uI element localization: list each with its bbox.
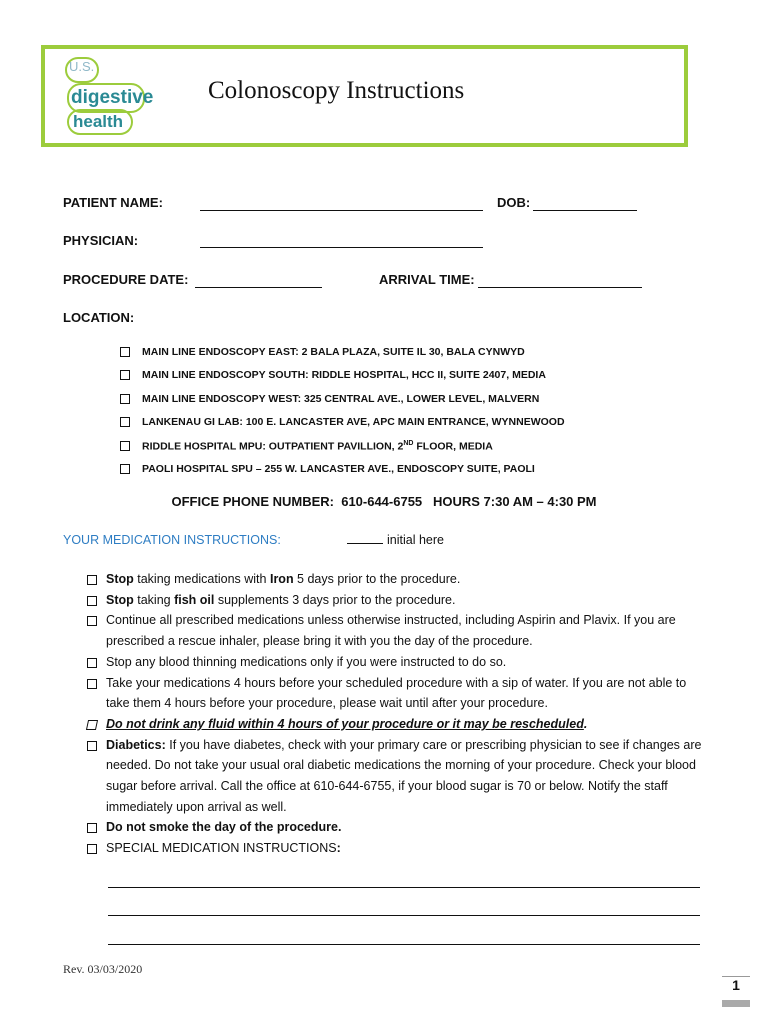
location-text: PAOLI HOSPITAL SPU – 255 W. LANCASTER AVE., ENDOSCOPY SUITE, PAOLI (142, 463, 535, 476)
document-title: Colonoscopy Instructions (208, 77, 465, 104)
patient-name-blank[interactable] (200, 210, 483, 211)
bold-text: fish oil (174, 592, 215, 607)
location-item[interactable] (120, 340, 565, 364)
checkbox-icon[interactable] (87, 575, 97, 585)
checkbox-icon[interactable] (87, 658, 97, 668)
logo-us: U.S. (69, 59, 95, 74)
medication-item (87, 714, 707, 735)
medication-list (87, 569, 707, 859)
logo-health: health (73, 112, 124, 131)
plain-text: taking medications with (133, 572, 270, 586)
medication-text: Take your medications 4 hours before your scheduled procedure with a sip of water. If you are not able to take them 4 hours before your procedure, please wait until after your procedure. (106, 675, 687, 711)
medication-item (87, 610, 707, 651)
checkbox-icon[interactable] (87, 823, 97, 833)
checkbox-icon[interactable] (120, 464, 130, 474)
checkbox-icon[interactable] (87, 596, 97, 606)
location-item[interactable] (120, 458, 565, 482)
special-instructions-line[interactable] (108, 944, 700, 945)
medication-text (106, 569, 707, 590)
patient-name-label: PATIENT NAME: (63, 195, 163, 210)
checkbox-icon[interactable] (87, 679, 97, 689)
medication-text (106, 817, 707, 838)
medication-item (87, 838, 707, 859)
medication-instructions-heading: YOUR MEDICATION INSTRUCTIONS: (63, 533, 281, 547)
medication-text (106, 838, 707, 859)
location-item[interactable] (120, 411, 565, 435)
medication-item (87, 652, 707, 673)
checkbox-icon[interactable] (120, 370, 130, 380)
bold-text: Stop (106, 572, 134, 586)
us-digestive-health-logo (65, 57, 155, 133)
bold-text: : (336, 841, 341, 856)
office-phone-hours: OFFICE PHONE NUMBER: 610-644-6755 HOURS 7:30 AM – 4:30 PM (171, 494, 597, 509)
medication-text: Stop any blood thinning medications only if you were instructed to do so. (106, 654, 507, 669)
physician-blank[interactable] (200, 247, 483, 248)
bold-text: Do not smoke the day of the procedure. (106, 820, 342, 835)
plain-text: supplements 3 days prior to the procedure. (214, 592, 456, 607)
special-instructions-line[interactable] (108, 887, 700, 888)
location-text-part: RIDDLE HOSPITAL MPU: OUTPATIENT PAVILLION, 2 (142, 440, 404, 452)
checkbox-icon[interactable] (120, 394, 130, 404)
medication-text: Continue all prescribed medications unless otherwise instructed, including Aspirin and Plavix. If you are prescribed a rescue inhaler, please bring it with you the day of the procedure. (106, 613, 676, 649)
medication-item (87, 735, 707, 818)
plain-text: SPECIAL MEDICATION INSTRUCTIONS (106, 841, 337, 856)
physician-label: PHYSICIAN: (63, 233, 139, 248)
checkbox-icon[interactable] (87, 844, 97, 854)
medication-item (87, 590, 707, 611)
procedure-date-blank[interactable] (195, 287, 322, 288)
location-text: MAIN LINE ENDOSCOPY EAST: 2 BALA PLAZA, SUITE IL 30, BALA CYNWYD (142, 345, 525, 358)
plain-text: If you have diabetes, check with your primary care or prescribing physician to see if changes are needed. Do not take your usual oral diabetic medications the morning of your procedure. Check your blood sugar before arrival. Call the office at 610-644-6755, if your blood sugar is 70 or below. Notify the staff immediately upon arrival as well. (106, 737, 702, 814)
medication-text: Do not drink any fluid within 4 hours of your procedure or it may be rescheduled. (106, 716, 588, 731)
emphasized-warning: Do not drink any fluid within 4 hours of your procedure or it may be rescheduled (106, 716, 584, 731)
checkbox-icon[interactable] (120, 347, 130, 357)
medication-item (87, 817, 707, 838)
plain-text: taking (133, 592, 175, 607)
arrival-time-blank[interactable] (478, 287, 642, 288)
initial-here (347, 533, 444, 547)
location-label: LOCATION: (63, 310, 135, 325)
special-instructions-line[interactable] (108, 915, 700, 916)
location-text: MAIN LINE ENDOSCOPY SOUTH: RIDDLE HOSPITAL, HCC II, SUITE 2407, MEDIA (142, 369, 546, 382)
header-box (41, 45, 688, 147)
logo-digestive: digestive (71, 87, 154, 108)
location-item[interactable] (120, 364, 565, 388)
page-number-bar (722, 1000, 750, 1007)
location-list (120, 340, 565, 481)
procedure-date-label: PROCEDURE DATE: (63, 272, 189, 287)
location-item[interactable] (120, 434, 565, 458)
dob-blank[interactable] (533, 210, 637, 211)
checkbox-icon[interactable] (87, 616, 97, 626)
checkbox-icon[interactable] (87, 741, 97, 751)
revision-date: Rev. 03/03/2020 (63, 962, 143, 976)
checkbox-icon[interactable] (86, 720, 98, 730)
plain-text: 5 days prior to the procedure. (293, 572, 461, 586)
location-text (142, 440, 493, 453)
medication-item (87, 673, 707, 714)
location-superscript: ND (403, 439, 414, 447)
location-text-part: FLOOR, MEDIA (413, 440, 493, 452)
page-number: 1 (722, 976, 750, 1007)
checkbox-icon[interactable] (120, 417, 130, 427)
location-text: MAIN LINE ENDOSCOPY WEST: 325 CENTRAL AVE., LOWER LEVEL, MALVERN (142, 392, 540, 405)
dob-label: DOB: (497, 195, 531, 210)
checkbox-icon[interactable] (120, 441, 130, 451)
bold-text: Stop (106, 592, 134, 607)
initial-blank[interactable] (347, 543, 383, 544)
arrival-time-label: ARRIVAL TIME: (379, 272, 475, 287)
bold-text: Diabetics: (106, 737, 166, 752)
bold-text: Iron (269, 572, 294, 586)
medication-item (87, 569, 707, 590)
initial-text: initial here (387, 533, 444, 547)
location-text: LANKENAU GI LAB: 100 E. LANCASTER AVE, APC MAIN ENTRANCE, WYNNEWOOD (142, 416, 565, 429)
medication-text (106, 590, 707, 611)
location-item[interactable] (120, 387, 565, 411)
medication-text (106, 735, 707, 818)
